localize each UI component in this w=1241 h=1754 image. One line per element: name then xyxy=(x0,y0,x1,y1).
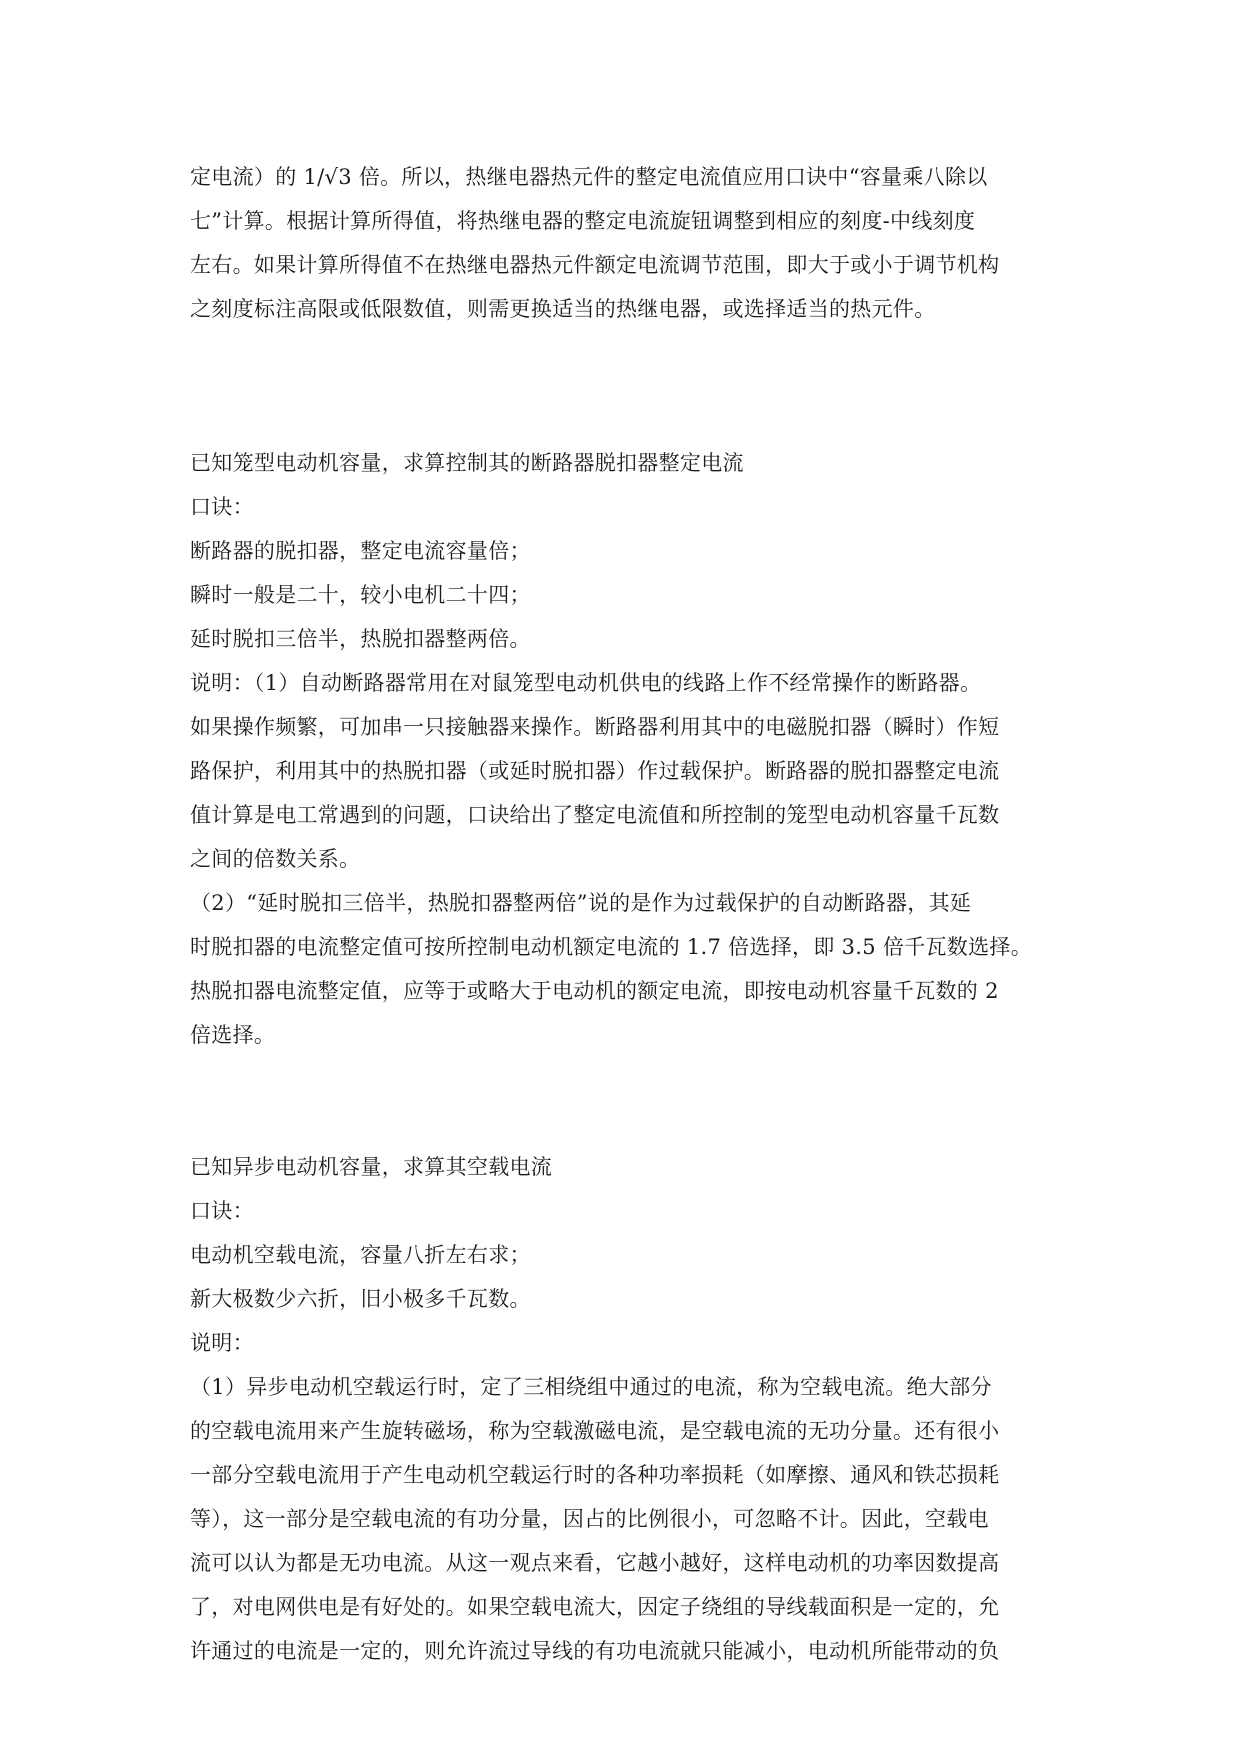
explanation-line: 热脱扣器电流整定值，应等于或略大于电动机的额定电流，即按电动机容量千瓦数的 2 xyxy=(190,979,999,1003)
mnemonic-label: 口诀： xyxy=(190,495,254,519)
section-title: 已知异步电动机容量，求算其空载电流 xyxy=(190,1155,553,1179)
explanation-line: 了，对电网供电是有好处的。如果空载电流大，因定子绕组的导线载面积是一定的，允 xyxy=(190,1595,1000,1619)
explanation-label: 说明： xyxy=(190,1331,254,1355)
explanation-line: 流可以认为都是无功电流。从这一观点来看，它越小越好，这样电动机的功率因数提高 xyxy=(190,1551,1000,1575)
section-title: 已知笼型电动机容量，求算控制其的断路器脱扣器整定电流 xyxy=(190,451,744,475)
section-noload xyxy=(190,1145,1070,1673)
section-spacer xyxy=(190,331,1070,441)
explanation-line: 说明：（1）自动断路器常用在对鼠笼型电动机供电的线路上作不经常操作的断路器。 xyxy=(190,671,982,695)
paragraph-line: 定电流）的 1/√3 倍。所以，热继电器热元件的整定电流值应用口诀中“容量乘八除以 xyxy=(190,165,988,189)
mnemonic-line: 瞬时一般是二十，较小电机二十四； xyxy=(190,583,531,607)
explanation-line: 如果操作频繁，可加串一只接触器来操作。断路器利用其中的电磁脱扣器（瞬时）作短 xyxy=(190,715,1000,739)
mnemonic-line: 新大极数少六折，旧小极多千瓦数。 xyxy=(190,1287,531,1311)
mnemonic-line: 延时脱扣三倍半，热脱扣器整两倍。 xyxy=(190,627,531,651)
mnemonic-label: 口诀： xyxy=(190,1199,254,1223)
document-page xyxy=(190,155,1070,1673)
mnemonic-line: 电动机空载电流，容量八折左右求； xyxy=(190,1243,531,1267)
explanation-line: 值计算是电工常遇到的问题，口诀给出了整定电流值和所控制的笼型电动机容量千瓦数 xyxy=(190,803,1000,827)
explanation-line: 之间的倍数关系。 xyxy=(190,847,361,871)
explanation-line: 时脱扣器的电流整定值可按所控制电动机额定电流的 1.7 倍选择，即 3.5 倍千瓦数选择。 xyxy=(190,935,1032,959)
section-breaker xyxy=(190,441,1070,1057)
explanation-line: 等），这一部分是空载电流的有功分量，因占的比例很小，可忽略不计。因此，空载电 xyxy=(190,1507,989,1531)
explanation-line: （1）异步电动机空载运行时，定了三相绕组中通过的电流，称为空载电流。绝大部分 xyxy=(190,1375,992,1399)
explanation-line: （2）“延时脱扣三倍半，热脱扣器整两倍”说的是作为过载保护的自动断路器，其延 xyxy=(190,891,972,915)
explanation-line: 一部分空载电流用于产生电动机空载运行时的各种功率损耗（如摩擦、通风和铁芯损耗 xyxy=(190,1463,1000,1487)
paragraph-line: 七”计算。根据计算所得值，将热继电器的整定电流旋钮调整到相应的刻度-中线刻度 xyxy=(190,209,976,233)
paragraph-line: 之刻度标注高限或低限数值，则需更换适当的热继电器，或选择适当的热元件。 xyxy=(190,297,936,321)
explanation-line: 倍选择。 xyxy=(190,1023,276,1047)
explanation-line: 的空载电流用来产生旋转磁场，称为空载激磁电流，是空载电流的无功分量。还有很小 xyxy=(190,1419,1000,1443)
explanation-line: 路保护，利用其中的热脱扣器（或延时脱扣器）作过载保护。断路器的脱扣器整定电流 xyxy=(190,759,1000,783)
mnemonic-line: 断路器的脱扣器，整定电流容量倍； xyxy=(190,539,531,563)
top-paragraph xyxy=(190,155,1070,331)
section-spacer xyxy=(190,1057,1070,1145)
paragraph-line: 左右。如果计算所得值不在热继电器热元件额定电流调节范围，即大于或小于调节机构 xyxy=(190,253,1000,277)
explanation-line: 许通过的电流是一定的，则允许流过导线的有功电流就只能减小，电动机所能带动的负 xyxy=(190,1639,1000,1663)
